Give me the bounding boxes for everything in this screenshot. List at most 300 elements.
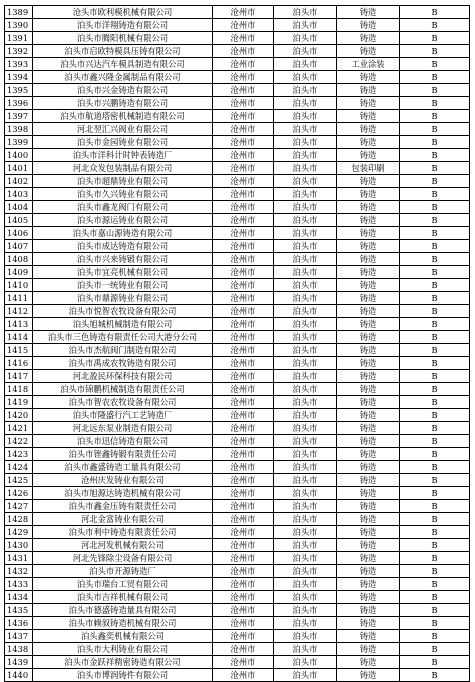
industry-cell: 铸造: [337, 604, 400, 617]
industry-cell: 铸造: [337, 539, 400, 552]
row-number-cell: 1403: [5, 188, 33, 201]
industry-cell: 铸造: [337, 19, 400, 32]
county-cell: 泊头市: [274, 617, 337, 630]
industry-cell: 铸造: [337, 461, 400, 474]
row-number-cell: 1409: [5, 266, 33, 279]
city-cell: 沧州市: [213, 331, 274, 344]
city-cell: 沧州市: [213, 487, 274, 500]
industry-cell: 铸造: [337, 552, 400, 565]
county-cell: 泊头市: [274, 227, 337, 240]
city-cell: 沧州市: [213, 370, 274, 383]
grade-cell: B: [400, 656, 470, 669]
industry-cell: 铸造: [337, 266, 400, 279]
county-cell: 泊头市: [274, 565, 337, 578]
company-name-cell: 泊头市博润铸件有限公司: [33, 669, 213, 682]
county-cell: 泊头市: [274, 552, 337, 565]
row-number-cell: 1439: [5, 656, 33, 669]
county-cell: 泊头市: [274, 292, 337, 305]
county-cell: 泊头市: [274, 97, 337, 110]
city-cell: 沧州市: [213, 448, 274, 461]
grade-cell: B: [400, 435, 470, 448]
grade-cell: B: [400, 526, 470, 539]
county-cell: 泊头市: [274, 539, 337, 552]
grade-cell: B: [400, 266, 470, 279]
row-number-cell: 1405: [5, 214, 33, 227]
grade-cell: B: [400, 318, 470, 331]
industry-cell: 铸造: [337, 318, 400, 331]
city-cell: 沧州市: [213, 162, 274, 175]
grade-cell: B: [400, 149, 470, 162]
company-name-cell: 泊头市金园铸业有限公司: [33, 136, 213, 149]
table-row: [5, 136, 470, 149]
company-name-cell: 河北金富铸业有限公司: [33, 513, 213, 526]
county-cell: 泊头市: [274, 513, 337, 526]
industry-cell: 工业涂装: [337, 58, 400, 71]
table-row: [5, 357, 470, 370]
county-cell: 泊头市: [274, 149, 337, 162]
grade-cell: B: [400, 357, 470, 370]
county-cell: 泊头市: [274, 279, 337, 292]
row-number-cell: 1402: [5, 175, 33, 188]
grade-cell: B: [400, 227, 470, 240]
county-cell: 泊头市: [274, 422, 337, 435]
industry-cell: 铸造: [337, 175, 400, 188]
table-row: [5, 630, 470, 643]
table-row: [5, 266, 470, 279]
row-number-cell: 1420: [5, 409, 33, 422]
row-number-cell: 1416: [5, 357, 33, 370]
city-cell: 沧州市: [213, 630, 274, 643]
company-name-cell: 泊头市赖叙铸造机械有限公司: [33, 617, 213, 630]
grade-cell: B: [400, 136, 470, 149]
city-cell: 沧州市: [213, 58, 274, 71]
grade-cell: B: [400, 292, 470, 305]
county-cell: 泊头市: [274, 71, 337, 84]
company-name-cell: 泊头旭城机械制造有限公司: [33, 318, 213, 331]
company-name-cell: 泊头市兴金铸造有限公司: [33, 84, 213, 97]
company-name-cell: 沧头市欧利模机械有限公司: [33, 6, 213, 19]
industry-cell: 铸造: [337, 149, 400, 162]
table-body: [5, 6, 470, 682]
company-name-cell: 泊头市兴来铸锻有限公司: [33, 253, 213, 266]
row-number-cell: 1398: [5, 123, 33, 136]
county-cell: 泊头市: [274, 669, 337, 682]
row-number-cell: 1401: [5, 162, 33, 175]
industry-cell: 铸造: [337, 344, 400, 357]
grade-cell: B: [400, 448, 470, 461]
industry-cell: 铸造: [337, 526, 400, 539]
county-cell: 泊头市: [274, 461, 337, 474]
table-row: [5, 578, 470, 591]
company-name-cell: 泊头市禹成农牧铸造有限公司: [33, 357, 213, 370]
grade-cell: B: [400, 487, 470, 500]
industry-cell: 铸造: [337, 487, 400, 500]
grade-cell: B: [400, 19, 470, 32]
grade-cell: B: [400, 175, 470, 188]
county-cell: 泊头市: [274, 32, 337, 45]
city-cell: 沧州市: [213, 474, 274, 487]
table-row: [5, 591, 470, 604]
company-name-cell: 泊头市锦鹏机械制造有限责任公司: [33, 383, 213, 396]
industry-cell: 铸造: [337, 643, 400, 656]
grade-cell: B: [400, 513, 470, 526]
county-cell: 泊头市: [274, 344, 337, 357]
table-row: [5, 552, 470, 565]
city-cell: 沧州市: [213, 396, 274, 409]
city-cell: 沧州市: [213, 305, 274, 318]
industry-cell: 铸造: [337, 292, 400, 305]
county-cell: 泊头市: [274, 370, 337, 383]
row-number-cell: 1418: [5, 383, 33, 396]
county-cell: 泊头市: [274, 305, 337, 318]
company-name-cell: 泊头市航道塔密机械制造有限公司: [33, 110, 213, 123]
table-row: [5, 409, 470, 422]
city-cell: 沧州市: [213, 383, 274, 396]
row-number-cell: 1413: [5, 318, 33, 331]
county-cell: 泊头市: [274, 474, 337, 487]
grade-cell: B: [400, 162, 470, 175]
company-name-cell: 泊头市超鼎铸业有限公司: [33, 175, 213, 188]
table-row: [5, 383, 470, 396]
table-row: [5, 123, 470, 136]
table-row: [5, 227, 470, 240]
company-name-cell: 泊头市杰航阀门制造有限公司: [33, 344, 213, 357]
company-name-cell: 泊头市源运铸业有限公司: [33, 214, 213, 227]
table-row: [5, 487, 470, 500]
row-number-cell: 1397: [5, 110, 33, 123]
company-name-cell: 泊头市鼎源铸业有限公司: [33, 292, 213, 305]
row-number-cell: 1424: [5, 461, 33, 474]
industry-cell: 铸造: [337, 617, 400, 630]
grade-cell: B: [400, 370, 470, 383]
grade-cell: B: [400, 97, 470, 110]
city-cell: 沧州市: [213, 97, 274, 110]
table-row: [5, 435, 470, 448]
grade-cell: B: [400, 617, 470, 630]
company-name-cell: 泊头市悦智农牧设备有限公司: [33, 305, 213, 318]
table-row: [5, 539, 470, 552]
grade-cell: B: [400, 409, 470, 422]
row-number-cell: 1400: [5, 149, 33, 162]
county-cell: 泊头市: [274, 136, 337, 149]
city-cell: 沧州市: [213, 188, 274, 201]
table-row: [5, 396, 470, 409]
county-cell: 泊头市: [274, 201, 337, 214]
company-name-cell: 泊头市大利铸业有限公司: [33, 643, 213, 656]
industry-cell: 铸造: [337, 565, 400, 578]
county-cell: 泊头市: [274, 188, 337, 201]
company-name-cell: 泊头市瑞台工贸有限公司: [33, 578, 213, 591]
row-number-cell: 1406: [5, 227, 33, 240]
city-cell: 沧州市: [213, 45, 274, 58]
city-cell: 沧州市: [213, 123, 274, 136]
company-name-cell: 泊头市鑫盛铸造工量具有限公司: [33, 461, 213, 474]
row-number-cell: 1412: [5, 305, 33, 318]
enterprise-list-table: [4, 5, 470, 682]
table-row: [5, 253, 470, 266]
city-cell: 沧州市: [213, 526, 274, 539]
grade-cell: B: [400, 422, 470, 435]
row-number-cell: 1389: [5, 6, 33, 19]
industry-cell: 铸造: [337, 188, 400, 201]
row-number-cell: 1415: [5, 344, 33, 357]
industry-cell: 铸造: [337, 71, 400, 84]
industry-cell: 铸造: [337, 32, 400, 45]
table-row: [5, 175, 470, 188]
grade-cell: B: [400, 32, 470, 45]
grade-cell: B: [400, 474, 470, 487]
city-cell: 沧州市: [213, 279, 274, 292]
city-cell: 沧州市: [213, 513, 274, 526]
county-cell: 泊头市: [274, 19, 337, 32]
grade-cell: B: [400, 539, 470, 552]
county-cell: 泊头市: [274, 656, 337, 669]
city-cell: 沧州市: [213, 84, 274, 97]
row-number-cell: 1426: [5, 487, 33, 500]
company-name-cell: 泊头市成达铸造有限公司: [33, 240, 213, 253]
city-cell: 沧州市: [213, 227, 274, 240]
county-cell: 泊头市: [274, 643, 337, 656]
company-name-cell: 泊头市洋科计时钟表铸造厂: [33, 149, 213, 162]
table-row: [5, 279, 470, 292]
industry-cell: 铸造: [337, 110, 400, 123]
grade-cell: B: [400, 565, 470, 578]
city-cell: 沧州市: [213, 19, 274, 32]
county-cell: 泊头市: [274, 214, 337, 227]
company-name-cell: 沧州庆发铸业有限公司: [33, 474, 213, 487]
county-cell: 泊头市: [274, 162, 337, 175]
row-number-cell: 1438: [5, 643, 33, 656]
table-row: [5, 526, 470, 539]
row-number-cell: 1428: [5, 513, 33, 526]
row-number-cell: 1395: [5, 84, 33, 97]
grade-cell: B: [400, 331, 470, 344]
row-number-cell: 1404: [5, 201, 33, 214]
city-cell: 沧州市: [213, 409, 274, 422]
grade-cell: B: [400, 396, 470, 409]
table-row: [5, 188, 470, 201]
industry-cell: 铸造: [337, 669, 400, 682]
city-cell: 沧州市: [213, 604, 274, 617]
city-cell: 沧州市: [213, 461, 274, 474]
city-cell: 沧州市: [213, 500, 274, 513]
company-name-cell: 泊头市一统铸业有限公司: [33, 279, 213, 292]
industry-cell: 铸造: [337, 45, 400, 58]
city-cell: 沧州市: [213, 643, 274, 656]
county-cell: 泊头市: [274, 357, 337, 370]
industry-cell: 铸造: [337, 305, 400, 318]
table-row: [5, 617, 470, 630]
city-cell: 沧州市: [213, 149, 274, 162]
grade-cell: B: [400, 71, 470, 84]
table-row: [5, 19, 470, 32]
industry-cell: 铸造: [337, 97, 400, 110]
industry-cell: 铸造: [337, 331, 400, 344]
county-cell: 泊头市: [274, 500, 337, 513]
city-cell: 沧州市: [213, 240, 274, 253]
grade-cell: B: [400, 643, 470, 656]
industry-cell: 铸造: [337, 435, 400, 448]
row-number-cell: 1411: [5, 292, 33, 305]
table-row: [5, 370, 470, 383]
industry-cell: 铸造: [337, 6, 400, 19]
table-row: [5, 604, 470, 617]
row-number-cell: 1390: [5, 19, 33, 32]
table-row: [5, 149, 470, 162]
city-cell: 沧州市: [213, 669, 274, 682]
city-cell: 沧州市: [213, 357, 274, 370]
city-cell: 沧州市: [213, 6, 274, 19]
grade-cell: B: [400, 669, 470, 682]
grade-cell: B: [400, 591, 470, 604]
grade-cell: B: [400, 240, 470, 253]
row-number-cell: 1414: [5, 331, 33, 344]
county-cell: 泊头市: [274, 630, 337, 643]
table-row: [5, 669, 470, 682]
city-cell: 沧州市: [213, 565, 274, 578]
county-cell: 泊头市: [274, 6, 337, 19]
city-cell: 沧州市: [213, 201, 274, 214]
table-row: [5, 331, 470, 344]
industry-cell: 铸造: [337, 630, 400, 643]
company-name-cell: 泊头市鑫龙阀门有限公司: [33, 201, 213, 214]
table-row: [5, 71, 470, 84]
row-number-cell: 1435: [5, 604, 33, 617]
row-number-cell: 1422: [5, 435, 33, 448]
industry-cell: 铸造: [337, 214, 400, 227]
company-name-cell: 河北盈民环保科技有限公司: [33, 370, 213, 383]
company-name-cell: 泊头市嘉山源铸造有限公司: [33, 227, 213, 240]
county-cell: 泊头市: [274, 435, 337, 448]
table-row: [5, 6, 470, 19]
industry-cell: 铸造: [337, 396, 400, 409]
county-cell: 泊头市: [274, 331, 337, 344]
grade-cell: B: [400, 253, 470, 266]
city-cell: 沧州市: [213, 110, 274, 123]
table-row: [5, 448, 470, 461]
industry-cell: 铸造: [337, 357, 400, 370]
company-name-cell: 泊头市智农农牧设备有限公司: [33, 396, 213, 409]
company-name-cell: 泊头市鑫金压铸有限责任公司: [33, 500, 213, 513]
grade-cell: B: [400, 552, 470, 565]
county-cell: 泊头市: [274, 253, 337, 266]
grade-cell: B: [400, 201, 470, 214]
county-cell: 泊头市: [274, 45, 337, 58]
county-cell: 泊头市: [274, 84, 337, 97]
company-name-cell: 泊头市兴鹏铸造有限公司: [33, 97, 213, 110]
city-cell: 沧州市: [213, 656, 274, 669]
industry-cell: 铸造: [337, 370, 400, 383]
city-cell: 沧州市: [213, 591, 274, 604]
city-cell: 沧州市: [213, 318, 274, 331]
table-row: [5, 643, 470, 656]
industry-cell: 铸造: [337, 279, 400, 292]
city-cell: 沧州市: [213, 253, 274, 266]
table-row: [5, 656, 470, 669]
grade-cell: B: [400, 461, 470, 474]
table-row: [5, 110, 470, 123]
row-number-cell: 1407: [5, 240, 33, 253]
county-cell: 泊头市: [274, 448, 337, 461]
industry-cell: 铸造: [337, 253, 400, 266]
row-number-cell: 1436: [5, 617, 33, 630]
company-name-cell: 泊头市宜亮机械有限公司: [33, 266, 213, 279]
company-name-cell: 泊头市兴达汽车模具制造有限公司: [33, 58, 213, 71]
table-row: [5, 305, 470, 318]
county-cell: 泊头市: [274, 58, 337, 71]
row-number-cell: 1427: [5, 500, 33, 513]
city-cell: 沧州市: [213, 136, 274, 149]
table-row: [5, 344, 470, 357]
row-number-cell: 1432: [5, 565, 33, 578]
city-cell: 沧州市: [213, 71, 274, 84]
grade-cell: B: [400, 578, 470, 591]
grade-cell: B: [400, 123, 470, 136]
grade-cell: B: [400, 214, 470, 227]
row-number-cell: 1431: [5, 552, 33, 565]
table-row: [5, 58, 470, 71]
table-row: [5, 201, 470, 214]
industry-cell: 包装印刷: [337, 162, 400, 175]
company-name-cell: 泊头市迅信铸造有限公司: [33, 435, 213, 448]
table-row: [5, 422, 470, 435]
company-name-cell: 泊头市利中铸造有限责任公司: [33, 526, 213, 539]
company-name-cell: 泊头市金跃祥精密铸造有限公司: [33, 656, 213, 669]
industry-cell: 铸造: [337, 656, 400, 669]
city-cell: 沧州市: [213, 266, 274, 279]
company-name-cell: 泊头市鑫兴隆金属制品有限公司: [33, 71, 213, 84]
city-cell: 沧州市: [213, 292, 274, 305]
grade-cell: B: [400, 188, 470, 201]
table-row: [5, 461, 470, 474]
county-cell: 泊头市: [274, 383, 337, 396]
grade-cell: B: [400, 604, 470, 617]
industry-cell: 铸造: [337, 500, 400, 513]
grade-cell: B: [400, 45, 470, 58]
company-name-cell: 泊头市三色铸造有限责任公司大港分公司: [33, 331, 213, 344]
grade-cell: B: [400, 279, 470, 292]
grade-cell: B: [400, 383, 470, 396]
table-row: [5, 162, 470, 175]
row-number-cell: 1425: [5, 474, 33, 487]
row-number-cell: 1419: [5, 396, 33, 409]
table-row: [5, 214, 470, 227]
company-name-cell: 河北远东泵业制造有限公司: [33, 422, 213, 435]
industry-cell: 铸造: [337, 227, 400, 240]
city-cell: 沧州市: [213, 175, 274, 188]
row-number-cell: 1429: [5, 526, 33, 539]
table-row: [5, 318, 470, 331]
county-cell: 泊头市: [274, 240, 337, 253]
industry-cell: 铸造: [337, 136, 400, 149]
city-cell: 沧州市: [213, 578, 274, 591]
row-number-cell: 1421: [5, 422, 33, 435]
industry-cell: 铸造: [337, 513, 400, 526]
row-number-cell: 1430: [5, 539, 33, 552]
company-name-cell: 河北众发包装制品有限公司: [33, 162, 213, 175]
company-name-cell: 泊头市隆盛行汽工艺铸造厂: [33, 409, 213, 422]
company-name-cell: 泊头鑫奕机械有限公司: [33, 630, 213, 643]
city-cell: 沧州市: [213, 32, 274, 45]
city-cell: 沧州市: [213, 539, 274, 552]
company-name-cell: 泊头市腾阳机械有限公司: [33, 32, 213, 45]
table-row: [5, 240, 470, 253]
county-cell: 泊头市: [274, 396, 337, 409]
table-row: [5, 513, 470, 526]
grade-cell: B: [400, 344, 470, 357]
table-row: [5, 45, 470, 58]
county-cell: 泊头市: [274, 604, 337, 617]
